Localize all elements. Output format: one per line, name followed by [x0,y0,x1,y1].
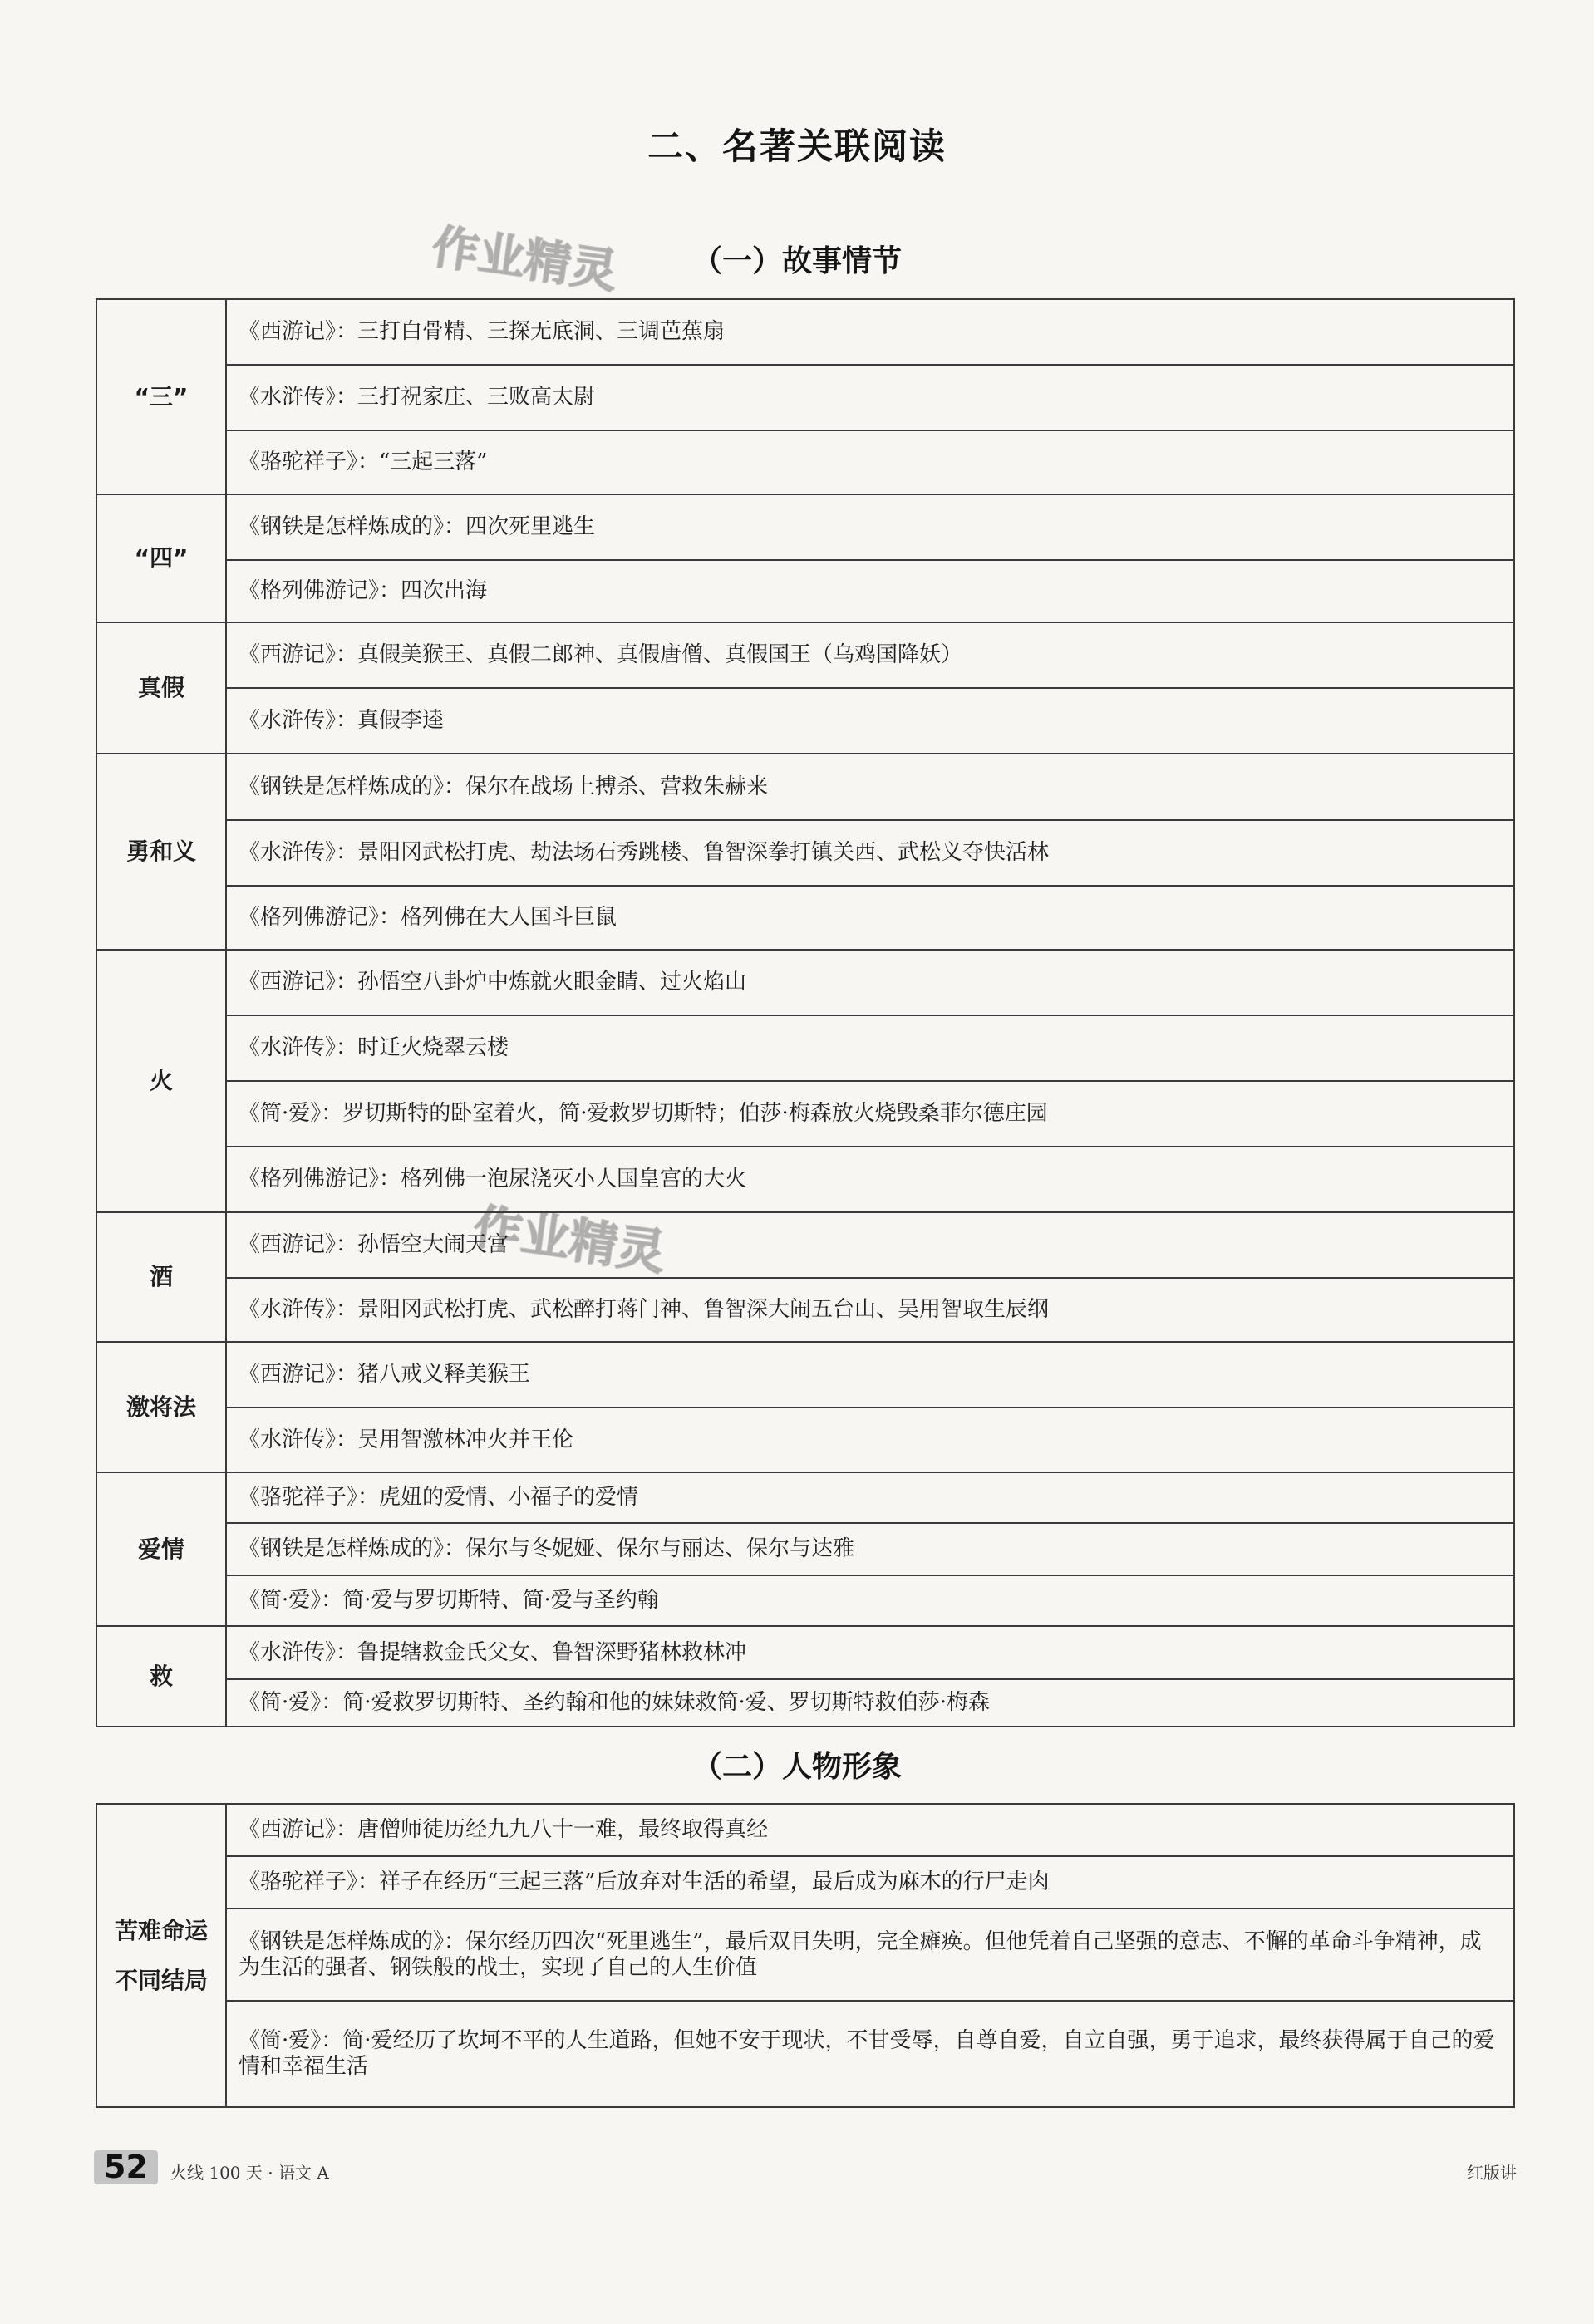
item-text: 《钢铁是怎样炼成的》：保尔在战场上搏杀、营救朱赫来 [226,754,1514,820]
watermark: 作业精灵 [470,1198,669,1281]
table-row [96,1856,1514,1909]
table-row [96,1626,1514,1679]
section-title-plot: （一）故事情节 [691,244,902,278]
table-row [96,1081,1514,1147]
item-text: 《钢铁是怎样炼成的》：保尔与冬妮娅、保尔与丽达、保尔与达雅 [226,1523,1514,1575]
table-row [96,688,1514,754]
item-text: 《格列佛游记》：格列佛在大人国斗巨鼠 [226,886,1514,950]
table-row [96,1278,1514,1342]
item-text: 《西游记》：孙悟空大闹天宫 [226,1212,1514,1278]
page-title: 二、名著关联阅读 [647,126,947,168]
item-text: 《格列佛游记》：四次出海 [226,560,1514,622]
item-text: 《水浒传》：真假李逵 [226,688,1514,754]
item-text: 《西游记》：孙悟空八卦炉中炼就火眼金睛、过火焰山 [226,950,1514,1015]
category-label: 激将法 [96,1342,226,1472]
table-row [96,1804,1514,1856]
table-row [96,1015,1514,1081]
item-text: 《简·爱》：罗切斯特的卧室着火，简·爱救罗切斯特；伯莎·梅森放火烧毁桑菲尔德庄园 [226,1081,1514,1147]
section-title-character: （二）人物形象 [691,1750,902,1784]
category-label-line: 苦难命运 [114,1916,208,1944]
category-label: “四” [96,494,226,622]
item-text: 《简·爱》：简·爱经历了坎坷不平的人生道路，但她不安于现状，不甘受辱，自尊自爱，自立自强，勇于追求，最终获得属于自己的爱情和幸福生活 [226,2001,1514,2107]
watermark: 作业精灵 [428,219,621,300]
item-text: 《西游记》：唐僧师徒历经九九八十一难，最终取得真经 [226,1804,1514,1856]
table-row [96,1147,1514,1212]
footer-book-title: 火线 100 天 · 语文 A [170,2163,329,2183]
table-row [96,430,1514,494]
table-row [96,622,1514,688]
item-text: 《简·爱》：简·爱救罗切斯特、圣约翰和他的妹妹救简·爱、罗切斯特救伯莎·梅森 [226,1679,1514,1727]
footer-edition: 红版讲 [1467,2163,1517,2183]
item-text: 《水浒传》：吴用智激林冲火并王伦 [226,1408,1514,1472]
category-label: 真假 [96,622,226,754]
category-label: 救 [96,1626,226,1727]
item-text: 《水浒传》：三打祝家庄、三败高太尉 [226,365,1514,430]
item-text: 《简·爱》：简·爱与罗切斯特、简·爱与圣约翰 [226,1575,1514,1626]
table-row [96,1575,1514,1626]
item-text: 《水浒传》：时迁火烧翠云楼 [226,1015,1514,1081]
table-row [96,494,1514,560]
table-row [96,1408,1514,1472]
table-row [96,1679,1514,1727]
category-label-line: 不同结局 [114,1966,208,1994]
table-row [96,754,1514,820]
table-row [96,299,1514,365]
table-row [96,1342,1514,1408]
item-text: 《水浒传》：景阳冈武松打虎、劫法场石秀跳楼、鲁智深拳打镇关西、武松义夺快活林 [226,820,1514,886]
item-text: 《西游记》：猪八戒义释美猴王 [226,1342,1514,1408]
item-text: 《钢铁是怎样炼成的》：四次死里逃生 [226,494,1514,560]
table-row [96,950,1514,1015]
character-table [96,1803,1515,2108]
category-label: 勇和义 [96,754,226,950]
item-text: 《格列佛游记》：格列佛一泡尿浇灭小人国皇宫的大火 [226,1147,1514,1212]
table-row [96,1523,1514,1575]
category-label: 爱情 [96,1472,226,1626]
table-row [96,2001,1514,2107]
table-row [96,1472,1514,1523]
item-text: 《西游记》：三打白骨精、三探无底洞、三调芭蕉扇 [226,299,1514,365]
table-row [96,365,1514,430]
category-label [96,1804,226,2107]
category-label: 火 [96,950,226,1212]
page-number: 52 [94,2150,158,2184]
table-row [96,1212,1514,1278]
table-row [96,820,1514,886]
item-text: 《骆驼祥子》：虎妞的爱情、小福子的爱情 [226,1472,1514,1523]
table-row [96,1909,1514,2001]
item-text: 《西游记》：真假美猴王、真假二郎神、真假唐僧、真假国王（乌鸡国降妖） [226,622,1514,688]
category-label: “三” [96,299,226,494]
table-row [96,560,1514,622]
table-row [96,886,1514,950]
plot-table [96,298,1515,1727]
item-text: 《骆驼祥子》：祥子在经历“三起三落”后放弃对生活的希望，最后成为麻木的行尸走肉 [226,1856,1514,1909]
item-text: 《钢铁是怎样炼成的》：保尔经历四次“死里逃生”，最后双目失明，完全瘫痪。但他凭着自己坚强的意志、不懈的革命斗争精神，成为生活的强者、钢铁般的战士，实现了自己的人生价值 [226,1909,1514,2001]
item-text: 《水浒传》：鲁提辖救金氏父女、鲁智深野猪林救林冲 [226,1626,1514,1679]
category-label: 酒 [96,1212,226,1342]
item-text: 《水浒传》：景阳冈武松打虎、武松醉打蒋门神、鲁智深大闹五台山、吴用智取生辰纲 [226,1278,1514,1342]
item-text: 《骆驼祥子》：“三起三落” [226,430,1514,494]
